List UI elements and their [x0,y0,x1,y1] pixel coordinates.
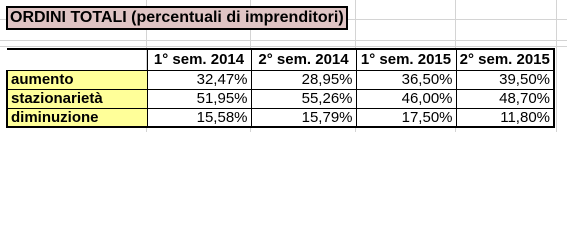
column-header-3[interactable]: 1° sem. 2015 [356,49,456,70]
cell-aumento-4[interactable]: 39,50% [456,70,554,89]
column-header-1[interactable]: 1° sem. 2014 [147,49,251,70]
corner-cell[interactable] [7,49,147,70]
header-row [7,49,554,70]
cell-stazionarieta-2[interactable]: 55,26% [251,89,356,108]
cell-aumento-3[interactable]: 36,50% [356,70,456,89]
cell-stazionarieta-1[interactable]: 51,95% [147,89,251,108]
row-label-diminuzione[interactable]: diminuzione [7,108,147,127]
table-title[interactable]: ORDINI TOTALI (percentuali di imprenditori) [6,6,348,30]
cell-diminuzione-2[interactable]: 15,79% [251,108,356,127]
table-row-stazionarieta [7,89,554,108]
cell-stazionarieta-3[interactable]: 46,00% [356,89,456,108]
row-label-stazionarieta[interactable]: stazionarietà [7,89,147,108]
column-header-4[interactable]: 2° sem. 2015 [456,49,554,70]
table-row-aumento [7,70,554,89]
cell-diminuzione-4[interactable]: 11,80% [456,108,554,127]
cell-diminuzione-1[interactable]: 15,58% [147,108,251,127]
table-row-diminuzione [7,108,554,127]
column-header-2[interactable]: 2° sem. 2014 [251,49,356,70]
cell-aumento-2[interactable]: 28,95% [251,70,356,89]
cell-diminuzione-3[interactable]: 17,50% [356,108,456,127]
cell-aumento-1[interactable]: 32,47% [147,70,251,89]
cell-stazionarieta-4[interactable]: 48,70% [456,89,554,108]
orders-table [6,48,555,128]
row-label-aumento[interactable]: aumento [7,70,147,89]
